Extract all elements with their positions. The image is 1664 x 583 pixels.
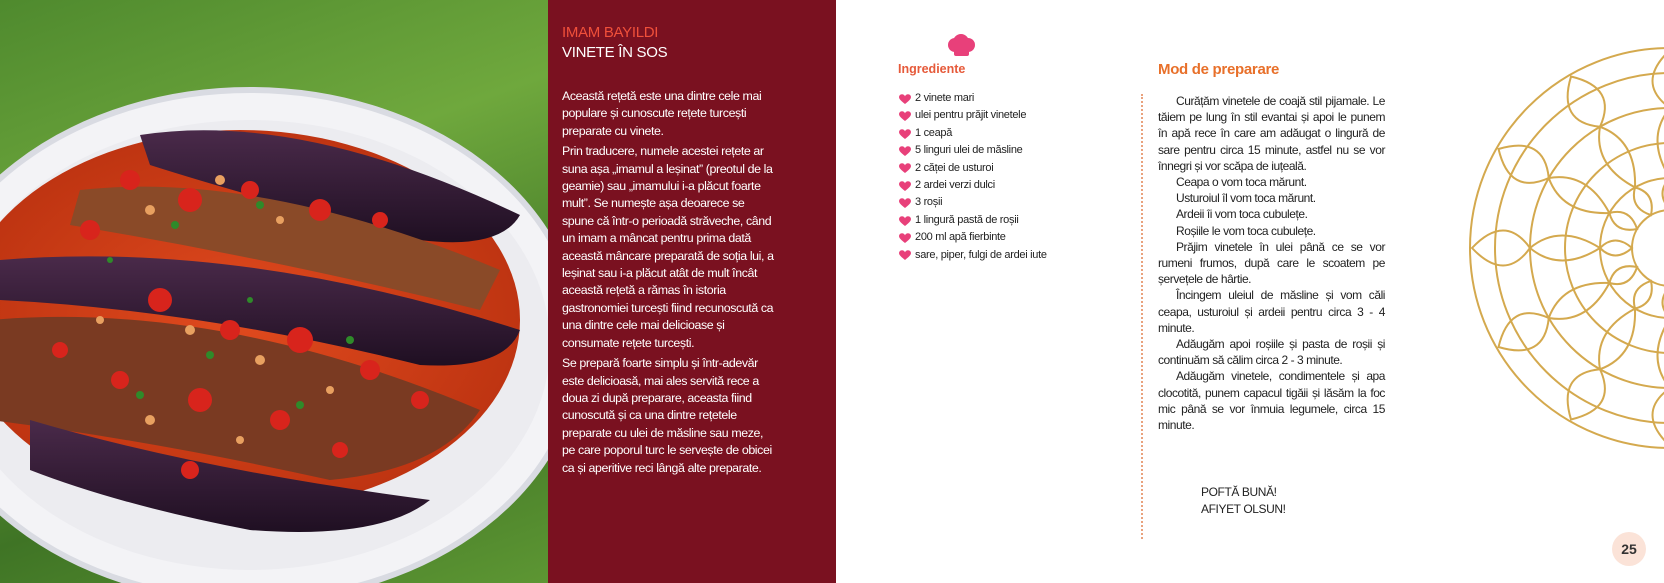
ingredient-text: 1 lingură pastă de roșii <box>915 213 1019 226</box>
recipe-description <box>562 88 774 480</box>
ingredient-text: 1 ceapă <box>915 126 953 139</box>
heart-icon <box>898 110 912 122</box>
recipe-subtitle: VINETE ÎN SOS <box>562 44 668 61</box>
closing-line-tr: AFIYET OLSUN! <box>1201 501 1286 516</box>
preparation-step: Usturoiul îl vom toca mărunt. <box>1176 191 1316 206</box>
list-item <box>898 160 1047 177</box>
heart-icon <box>898 162 912 174</box>
list-item <box>898 229 1047 246</box>
heart-icon <box>898 128 912 140</box>
ingredient-text: 200 ml apă fierbinte <box>915 231 1006 244</box>
preparation-heading: Mod de preparare <box>1158 61 1280 78</box>
preparation-step: Adăugăm apoi roșiile și pasta de roșii și continuăm să călim circa 2 - 3 minute. <box>1158 337 1385 368</box>
heart-icon <box>898 180 912 192</box>
list-item <box>898 142 1047 159</box>
heart-icon <box>898 197 912 209</box>
preparation-steps <box>1158 93 1385 433</box>
ingredient-text: 5 linguri ulei de măsline <box>915 144 1023 157</box>
list-item <box>898 247 1047 264</box>
preparation-step: Curățăm vinetele de coajă stil pijamale. Le tăiem pe lung în stil evantai și apoi le punem în apă rece în care am adăugat o lingură de sare pentru circa 15 minute, astfel nu se vor înnegri și vor scăpa de iuțeală. <box>1158 94 1385 173</box>
list-item <box>898 125 1047 142</box>
ingredient-text: 3 roșii <box>915 196 943 209</box>
preparation-step: Prăjim vinetele în ulei până ce se vor rumeni frumos, după care le scoatem pe șervețele de hârtie. <box>1158 239 1385 287</box>
ingredient-text: 2 vinete mari <box>915 92 975 104</box>
ingredient-text: 2 ardei verzi dulci <box>915 179 995 192</box>
preparation-step: Ceapa o vom toca mărunt. <box>1176 175 1307 190</box>
description-paragraph: Această rețetă este una dintre cele mai populare și cunoscute rețete turcești preparate cu vinete. <box>562 89 762 138</box>
list-item <box>898 107 1047 124</box>
ingredients-heading: Ingrediente <box>898 62 966 76</box>
heart-icon <box>898 93 912 105</box>
heart-icon <box>898 232 912 244</box>
chef-hat-icon <box>946 34 976 58</box>
preparation-step: Ardeii îi vom toca cubulețe. <box>1176 207 1308 222</box>
preparation-step: Încingem uleiul de măsline și vom căli ceapa, usturoiul și ardeii pentru circa 3 - 4 minute. <box>1158 288 1385 335</box>
ingredient-text: sare, piper, fulgi de ardei iute <box>915 248 1047 261</box>
ingredients-list <box>898 90 1047 264</box>
dish-photo <box>0 0 548 583</box>
page-number: 25 <box>1612 532 1646 566</box>
ingredient-text: 2 căței de usturoi <box>915 161 994 174</box>
heart-icon <box>898 145 912 157</box>
description-panel <box>548 0 836 583</box>
recipe-title: IMAM BAYILDI <box>562 24 659 41</box>
closing-line-ro: POFTĂ BUNĂ! <box>1201 485 1277 499</box>
list-item <box>898 212 1047 229</box>
dotted-divider <box>1141 94 1143 539</box>
heart-icon <box>898 215 912 227</box>
description-paragraph: Se prepară foarte simplu și într-adevăr este delicioasă, mai ales servită rece a doua zi după preparare, aceasta fiind cunoscută și ca una dintre rețetele preparate cu ulei de măsline sau meze, pe care poporul turc le servește de obicei ca și aperitive reci lângă alte preparate. <box>562 356 772 475</box>
heart-icon <box>898 249 912 261</box>
mandala-ornament <box>1450 28 1664 468</box>
preparation-step: Roșiile le vom toca cubulețe. <box>1176 223 1316 238</box>
list-item <box>898 194 1047 211</box>
list-item <box>898 177 1047 194</box>
description-paragraph: Prin traducere, numele acestei rețete ar suna așa „imamul a leșinat” (preotul de la geamie) sau „imamului i-a plăcut foarte mult”. Se numește așa deoarece se spune că într-o perioadă străveche, când un imam a mâncat pentru prima dată această mâncare preparată de soția lui, a leșinat sau i-a plăcut atât de mult încât această rețetă a rămas în istoria gastronomiei turcești fiind recunoscută ca una dintre cele mai delicioase și consumate rețete turcești. <box>562 144 774 350</box>
ingredient-text: ulei pentru prăjit vinetele <box>915 109 1027 122</box>
closing-greeting <box>1201 484 1286 517</box>
preparation-step: Adăugăm vinetele, condimentele și apa clocotită, punem capacul tigăii și lăsăm la foc mic până se vor înmuia legumele, circa 15 minute. <box>1158 369 1385 433</box>
list-item <box>898 90 1047 107</box>
dish-illustration <box>0 0 548 583</box>
